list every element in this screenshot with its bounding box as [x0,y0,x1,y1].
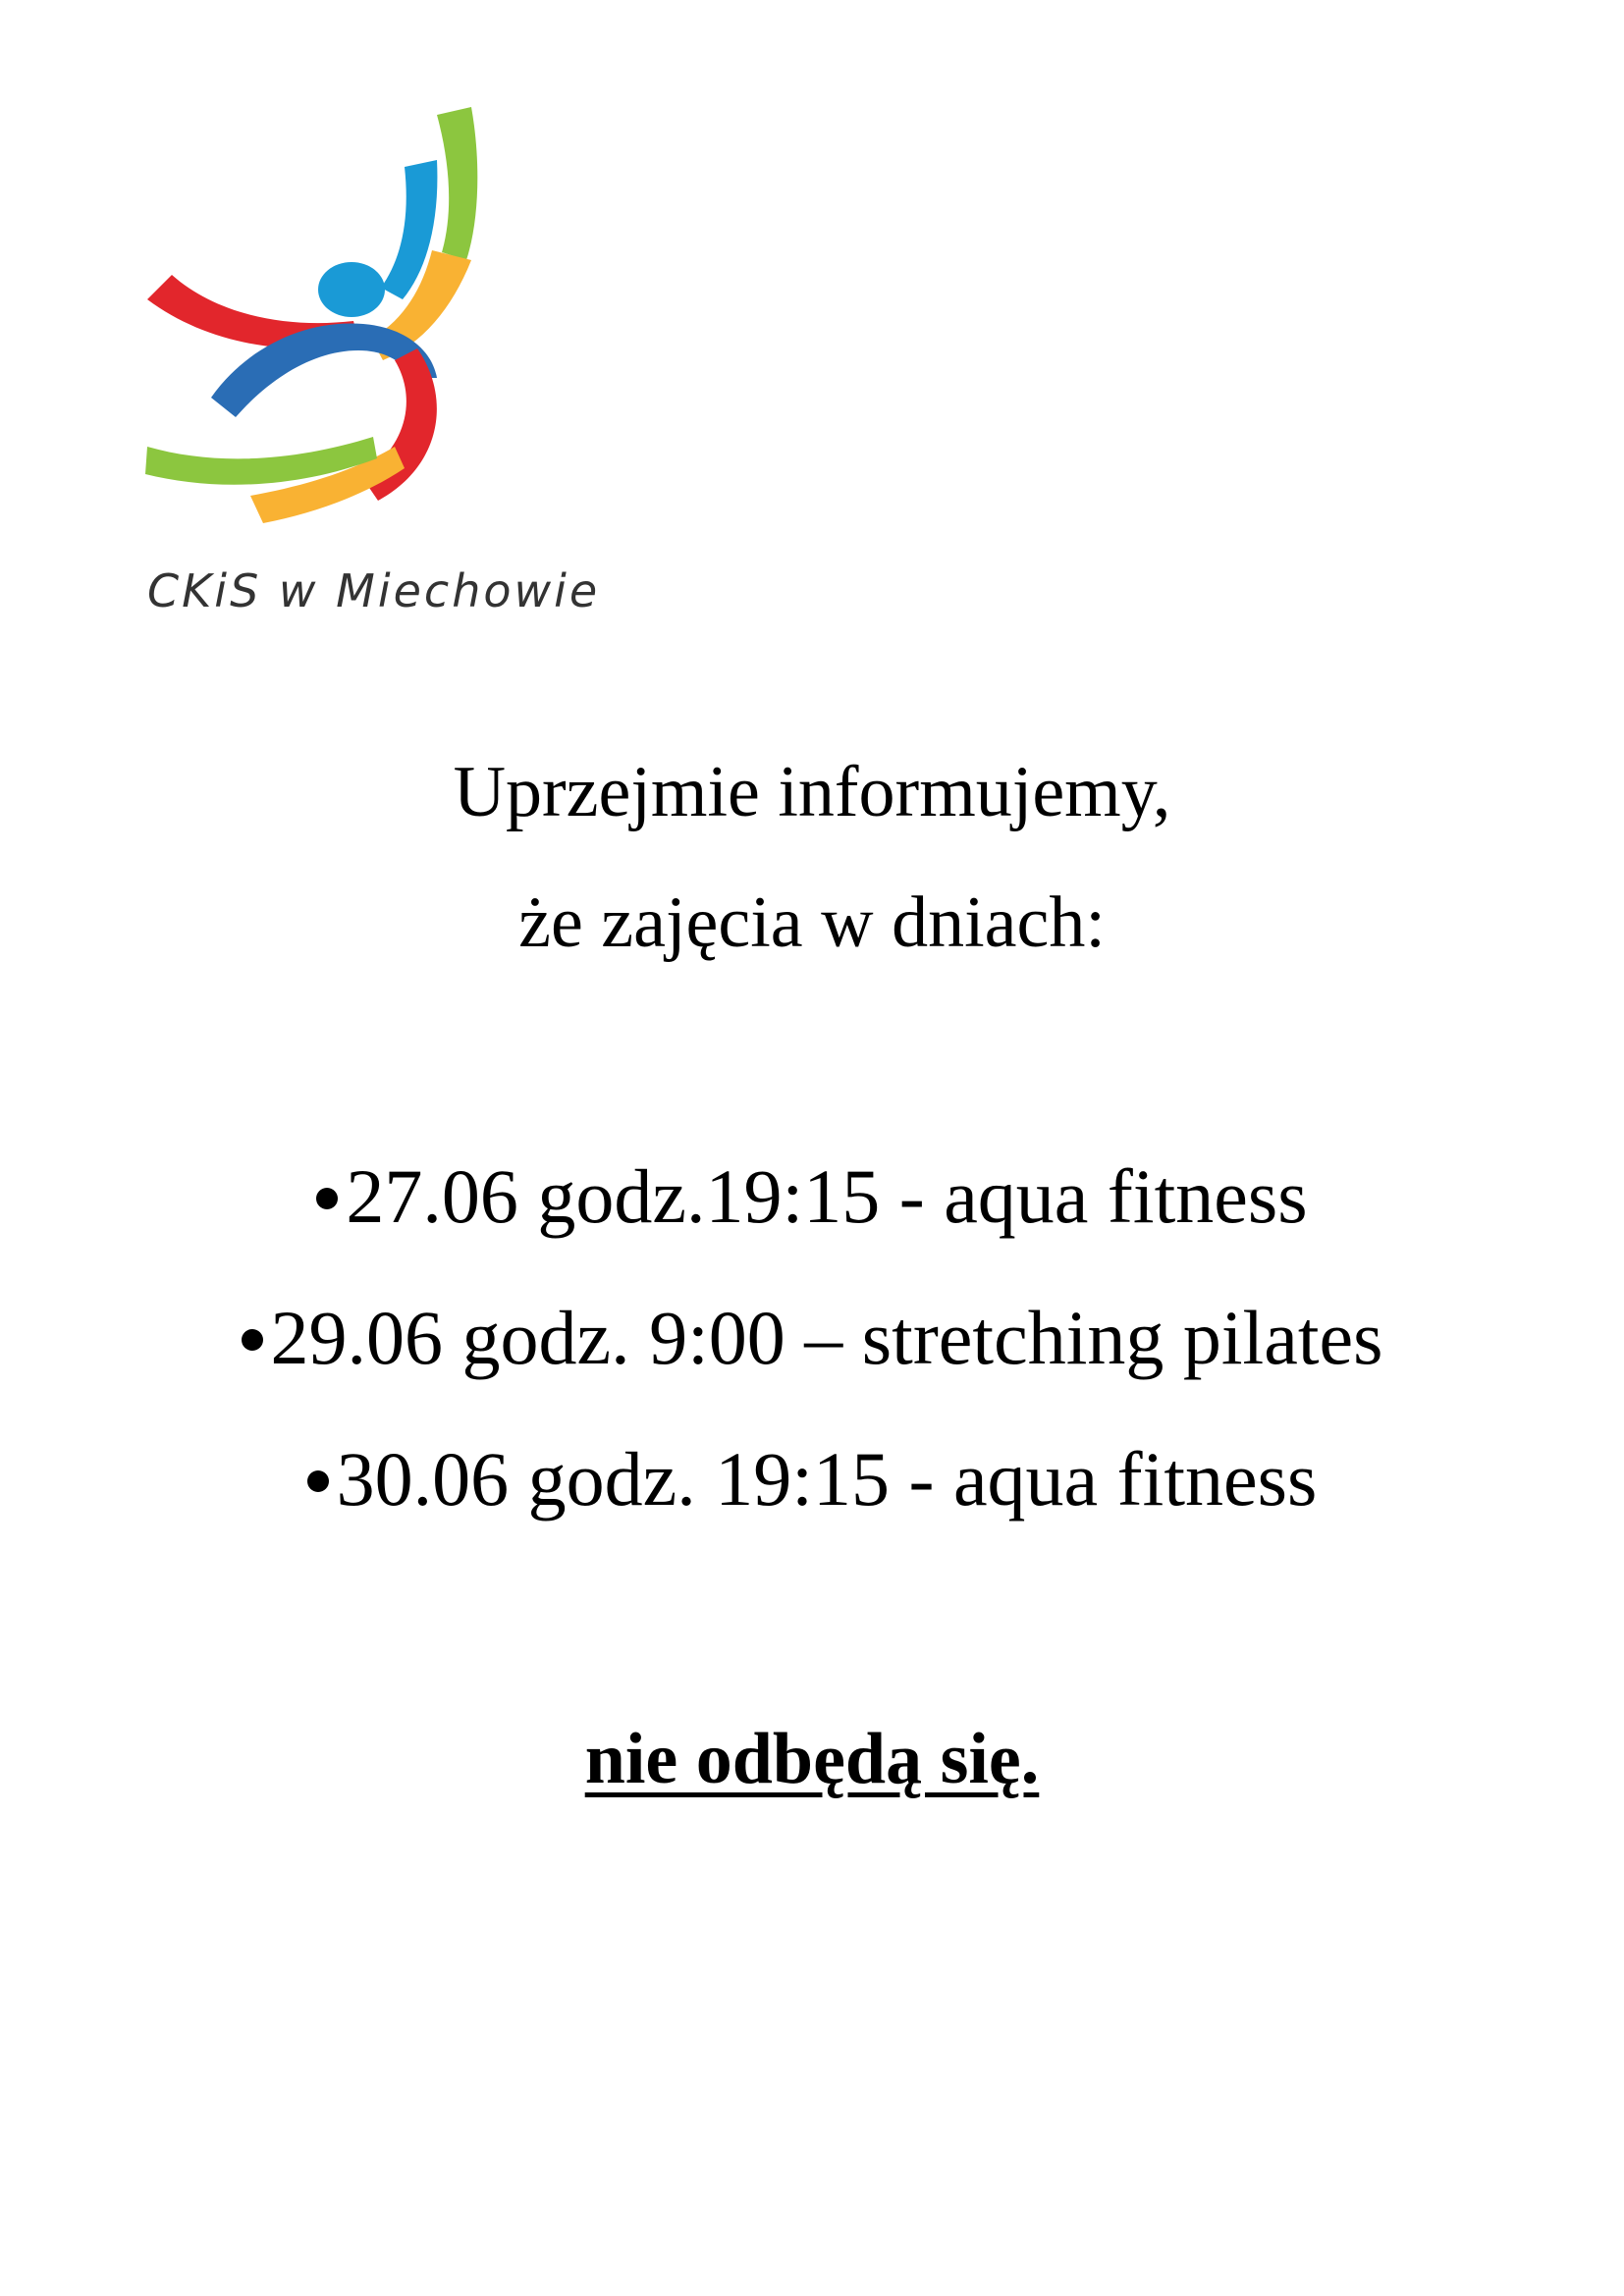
bullet-icon [316,1188,338,1209]
ckis-logo-graphic [137,103,569,555]
logo-caption: CKiS w Miechowie [147,564,601,617]
bullet-icon [242,1329,263,1351]
intro-line-2: że zajęcia w dniach: [518,882,1106,963]
session-text: 27.06 godz.19:15 - aqua fitness [346,1153,1308,1239]
session-text: 30.06 godz. 19:15 - aqua fitness [336,1436,1318,1522]
bullet-icon [307,1470,329,1492]
logo-head [318,262,385,317]
ckis-logo [137,103,601,643]
session-item [0,1295,1624,1441]
session-item [0,1153,1624,1300]
cancellation-notice [0,1719,1624,1799]
intro-line-1: Uprzejmie informujemy, [453,752,1171,832]
session-item [0,1436,1624,1582]
session-list [0,1153,1624,1582]
logo-ribbon-green-top [437,107,477,260]
session-text: 29.06 godz. 9:00 – stretching pilates [270,1295,1383,1380]
cancellation-notice-text: nie odbędą się. [584,1719,1040,1799]
